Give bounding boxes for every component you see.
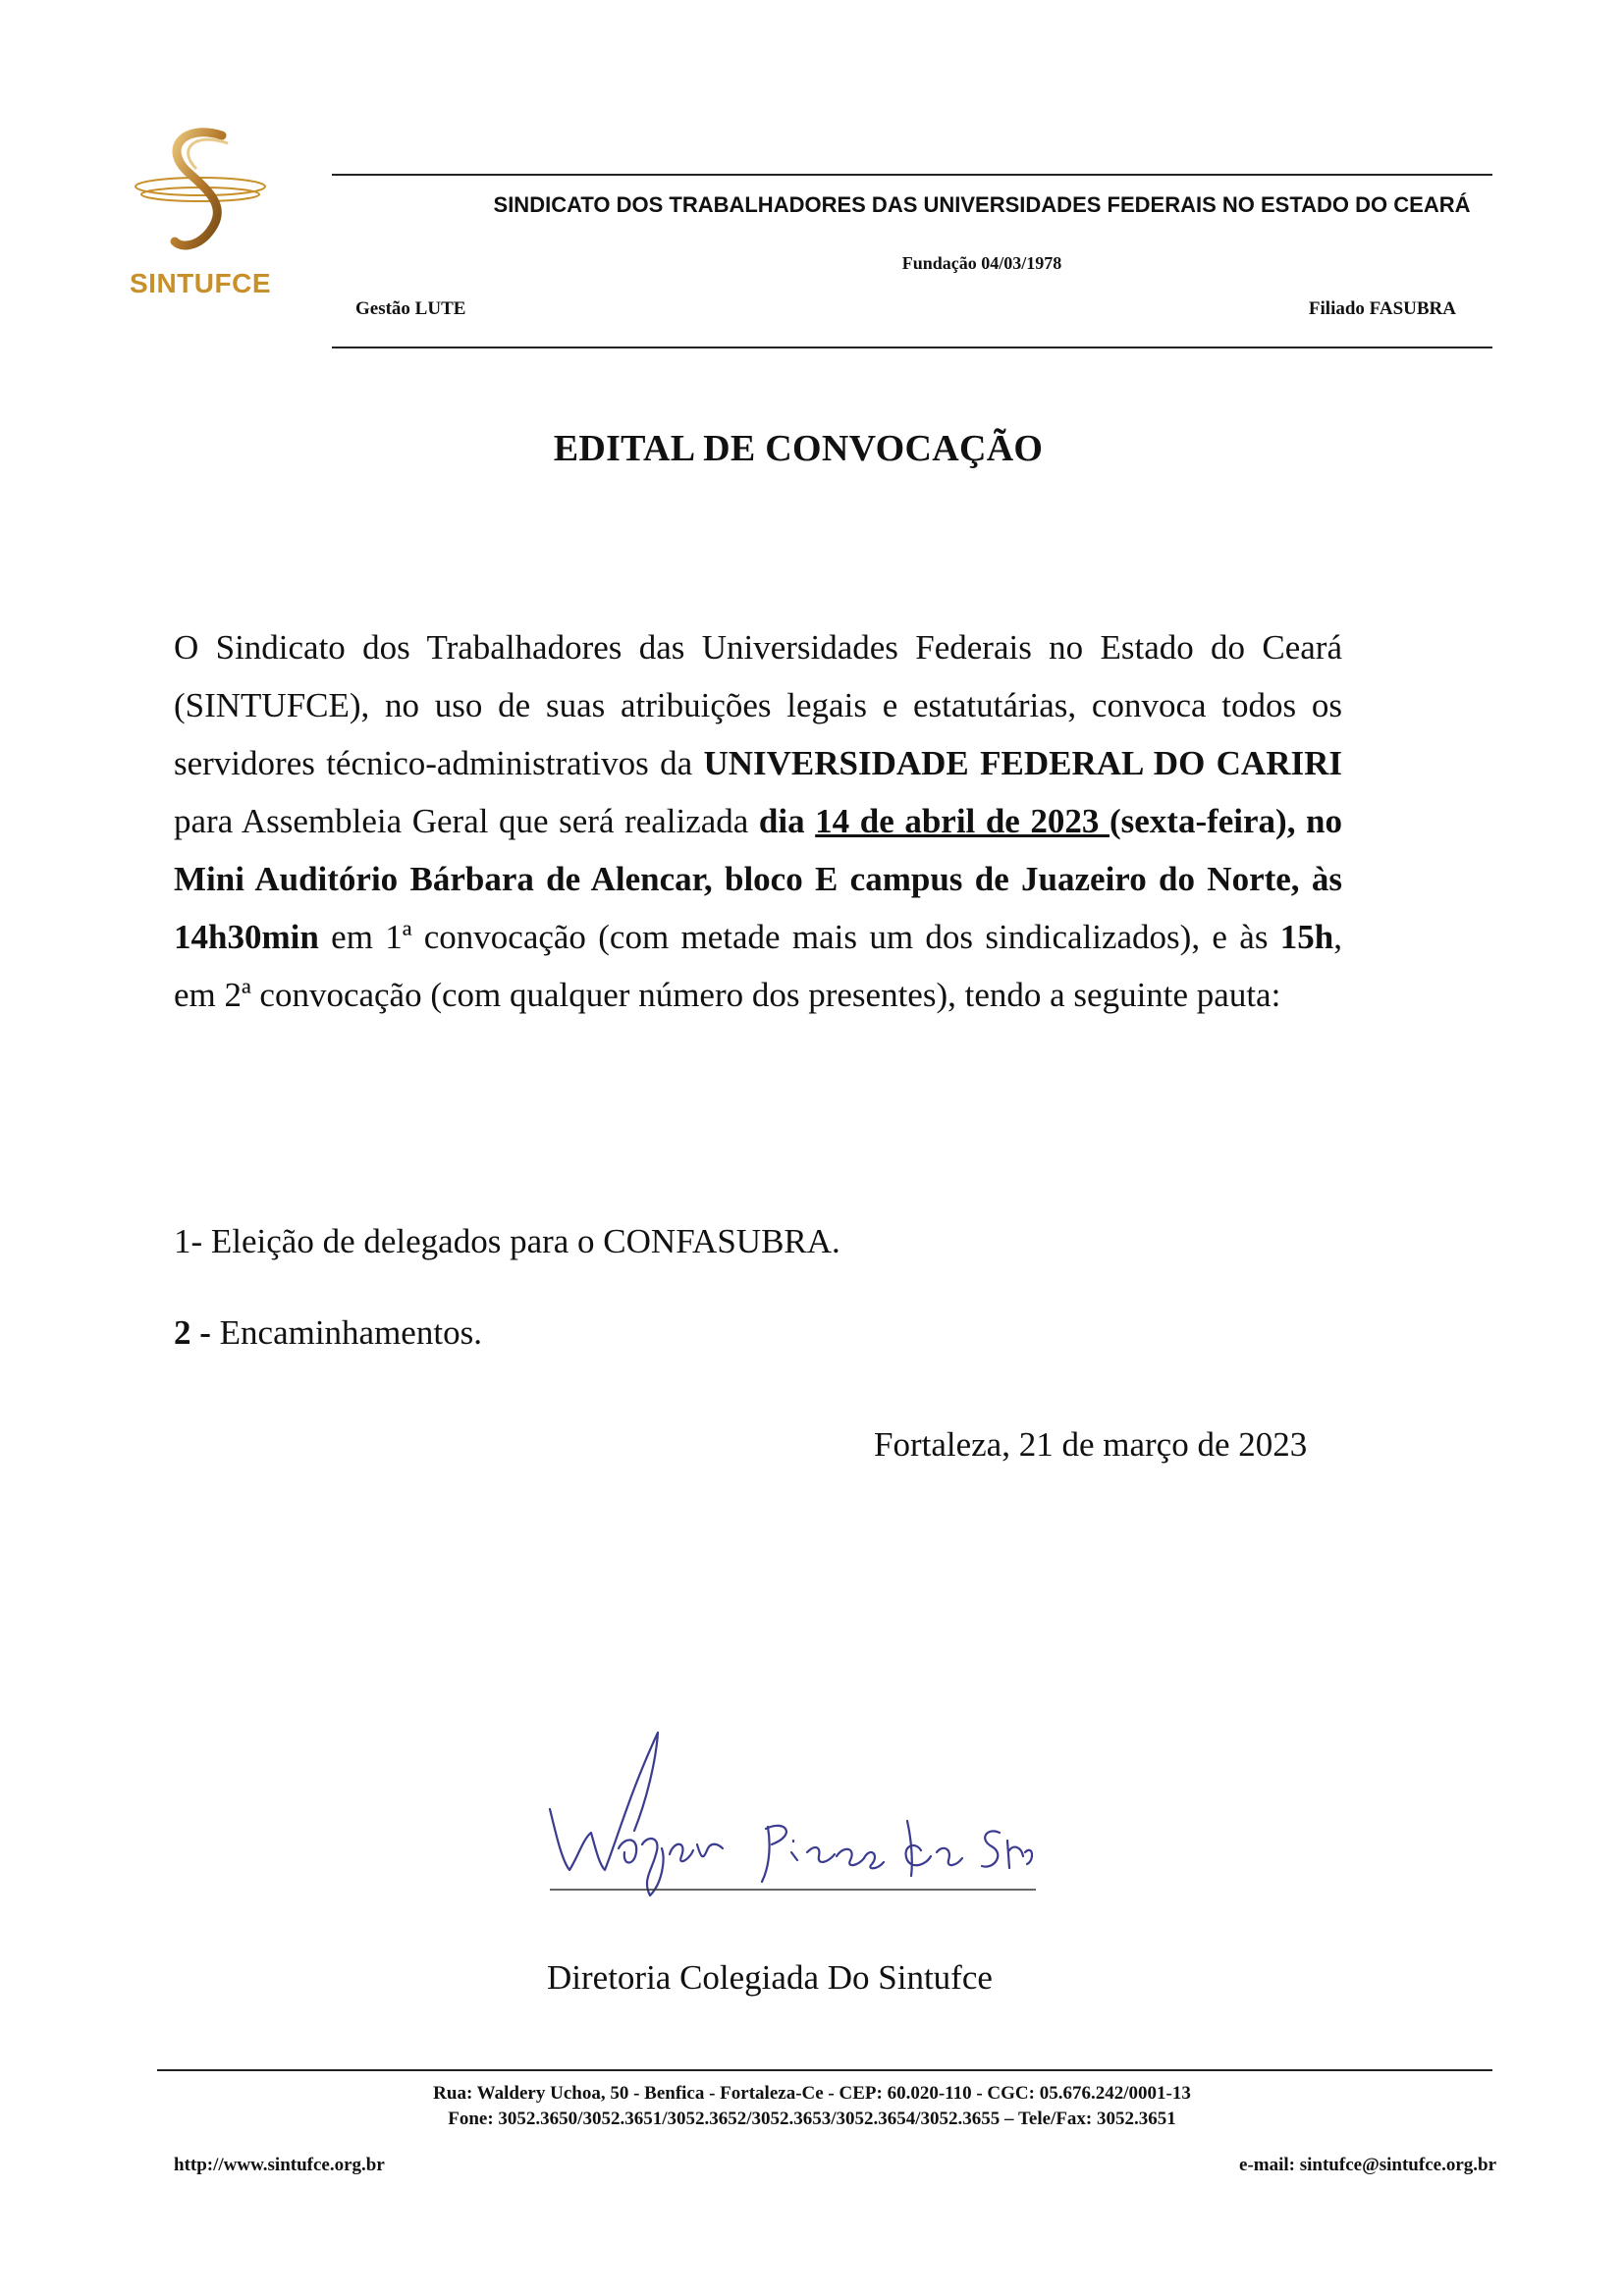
agenda-item [174, 1222, 840, 1261]
logo-s-emblem-icon [126, 126, 275, 263]
body-text-2: para Assembleia Geral que será realizada [174, 802, 759, 840]
body-text-1: O Sindicato dos Trabalhadores das Universidades Federais no Estado do Ceará (SINTUFCE), no uso de suas atribuições legais e estatutárias, convoca todos os servidores técnico-administrativos da [174, 628, 1342, 782]
filiado-label: Filiado FASUBRA [1308, 298, 1456, 319]
gestao-label: Gestão LUTE [355, 298, 466, 319]
footer-address: Rua: Waldery Uchoa, 50 - Benfica - Fortaleza-Ce - CEP: 60.020-110 - CGC: 05.676.242/0001-13 [433, 2083, 1191, 2104]
second-call-time: 15h [1279, 918, 1334, 956]
agenda-number: 1- [174, 1222, 211, 1260]
body-text-3: em 1ª convocação (com metade mais um dos sindicalizados), e às [318, 918, 1280, 956]
logo-text: SINTUFCE [130, 268, 271, 298]
convocation-paragraph [174, 618, 1342, 1024]
email-link[interactable]: e-mail: sintufce@sintufce.org.br [1239, 2155, 1496, 2175]
meeting-date: 14 de abril de 2023 [815, 802, 1110, 840]
foundation-date: Fundação 04/03/1978 [901, 253, 1062, 273]
header-top-rule [332, 174, 1492, 176]
agenda-number: 2 - [174, 1313, 220, 1352]
day-label: dia [758, 802, 816, 840]
header-bottom-rule [332, 347, 1492, 348]
footer-rule [157, 2069, 1492, 2071]
agenda-item [174, 1313, 482, 1353]
place-and-date: Fortaleza, 21 de março de 2023 [874, 1425, 1308, 1464]
document-title: EDITAL DE CONVOCAÇÃO [553, 428, 1044, 469]
handwritten-signature [540, 1723, 1036, 1904]
footer-address-block [245, 2081, 1379, 2132]
agenda-text: Eleição de delegados para o CONFASUBRA. [210, 1222, 840, 1260]
agenda-text: Encaminhamentos. [219, 1313, 482, 1352]
body-text-4: , em 2ª convocação (com qualquer número dos presentes), tendo a seguinte pauta: [174, 918, 1342, 1014]
university-name: UNIVERSIDADE FEDERAL DO CARIRI [703, 744, 1342, 782]
meeting-place: (sexta-feira), no Mini Auditório Bárbara de Alencar, bloco E campus de Juazeiro do Norte, às 14h30min [174, 802, 1342, 956]
sintufce-logo [126, 126, 275, 302]
organization-name: SINDICATO DOS TRABALHADORES DAS UNIVERSIDADES FEDERAIS NO ESTADO DO CEARÁ [493, 192, 1471, 217]
footer-phones: Fone: 3052.3650/3052.3651/3052.3652/3052.3653/3052.3654/3052.3655 – Tele/Fax: 3052.3651 [448, 2109, 1176, 2129]
website-link[interactable]: http://www.sintufce.org.br [174, 2155, 385, 2175]
signer-name: Diretoria Colegiada Do Sintufce [547, 1958, 993, 1997]
